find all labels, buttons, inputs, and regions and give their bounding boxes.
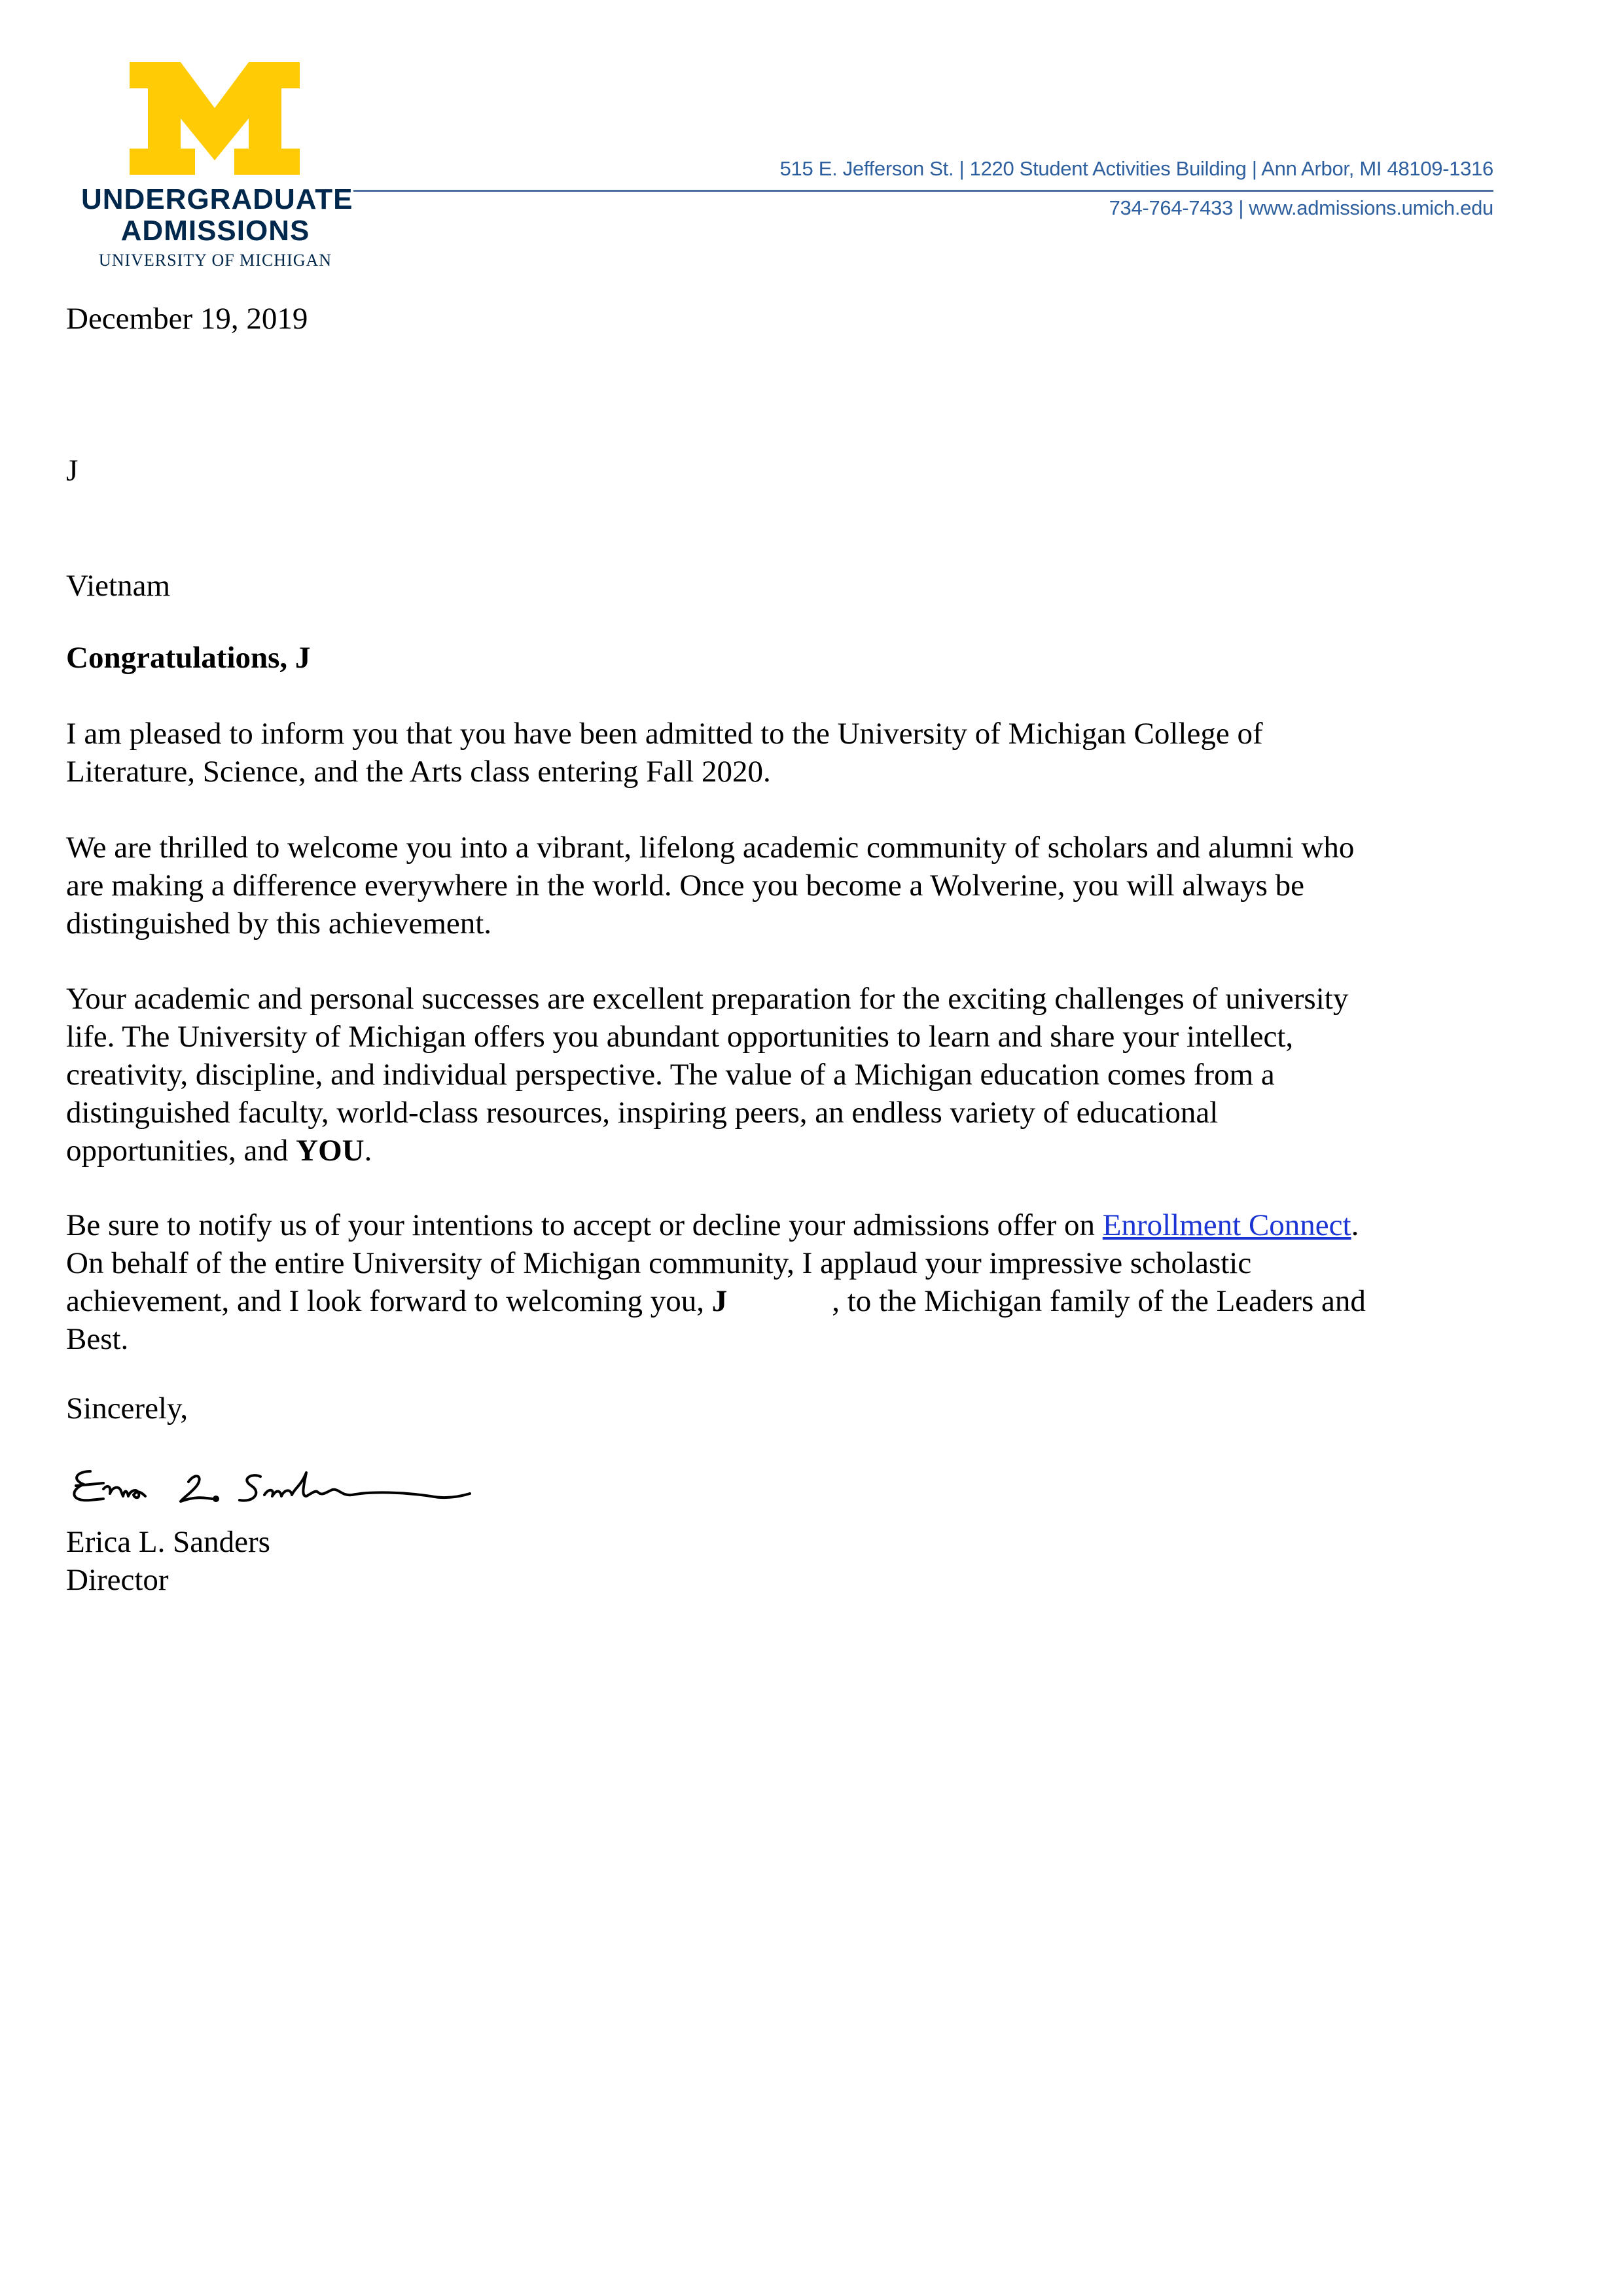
university-logo xyxy=(81,62,353,272)
text-fragment: achievement, and I look forward to welcoming you, xyxy=(66,1284,712,1318)
logo-admissions-text: ADMISSIONS xyxy=(120,215,310,247)
paragraph-line: distinguished by this achievement. xyxy=(66,906,492,941)
recipient-name-inline: J xyxy=(711,1284,728,1318)
paragraph-line: I am pleased to inform you that you have been admitted to the University of Michigan College of xyxy=(66,717,1263,751)
paragraph-line: creativity, discipline, and individual perspective. The value of a Michigan education comes from a xyxy=(66,1058,1275,1092)
text-fragment: . xyxy=(364,1134,372,1168)
paragraph-line xyxy=(66,1132,1493,1170)
paragraph-line: Your academic and personal successes are excellent preparation for the exciting challenges of university xyxy=(66,982,1349,1016)
paragraph-line: distinguished faculty, world-class resources, inspiring peers, an endless variety of educational xyxy=(66,1096,1219,1130)
letterhead-divider xyxy=(353,190,1493,192)
paragraph-admission xyxy=(66,715,1493,791)
emphasis-you: YOU xyxy=(296,1134,365,1168)
paragraph-line: are making a difference everywhere in the world. Once you become a Wolverine, you will always be xyxy=(66,869,1305,903)
recipient-country: Vietnam xyxy=(66,569,171,603)
paragraph-line: We are thrilled to welcome you into a vibrant, lifelong academic community of scholars and alumni who xyxy=(66,831,1355,865)
letterhead-address: 515 E. Jefferson St. | 1220 Student Activities Building | Ann Arbor, MI 48109-1316 xyxy=(779,157,1493,180)
text-fragment: Be sure to notify us of your intentions to accept or decline your admissions offer on xyxy=(66,1208,1103,1242)
signer-name: Erica L. Sanders xyxy=(66,1525,270,1559)
paragraph-line: life. The University of Michigan offers you abundant opportunities to learn and share your intellect, xyxy=(66,1020,1294,1054)
closing: Sincerely, xyxy=(66,1391,188,1426)
paragraph-line: Best. xyxy=(66,1322,129,1356)
logo-undergraduate-text: UNDERGRADUATE xyxy=(81,183,353,215)
paragraph-successes xyxy=(66,980,1493,1170)
enrollment-connect-link[interactable]: Enrollment Connect xyxy=(1102,1208,1351,1242)
greeting: Congratulations, J xyxy=(66,641,311,675)
letterhead-contact: 734-764-7433 | www.admissions.umich.edu xyxy=(1109,196,1493,219)
signature-image xyxy=(64,1453,483,1532)
block-m-logo-icon xyxy=(130,62,300,175)
text-fragment: , to the Michigan family of the Leaders and xyxy=(832,1284,1366,1318)
paragraph-line: On behalf of the entire University of Michigan community, I applaud your impressive scholastic xyxy=(66,1246,1252,1280)
paragraph-line xyxy=(66,1282,1493,1320)
recipient-name: J xyxy=(66,454,79,488)
letter-date: December 19, 2019 xyxy=(66,302,308,336)
signer-title: Director xyxy=(66,1563,169,1597)
paragraph-notify xyxy=(66,1206,1493,1358)
paragraph-welcome xyxy=(66,829,1493,942)
paragraph-line: Literature, Science, and the Arts class entering Fall 2020. xyxy=(66,755,771,789)
text-fragment: . xyxy=(1351,1208,1359,1242)
logo-university-text: UNIVERSITY OF MICHIGAN xyxy=(98,251,332,270)
paragraph-line xyxy=(66,1206,1493,1244)
text-fragment: opportunities, and xyxy=(66,1134,296,1168)
